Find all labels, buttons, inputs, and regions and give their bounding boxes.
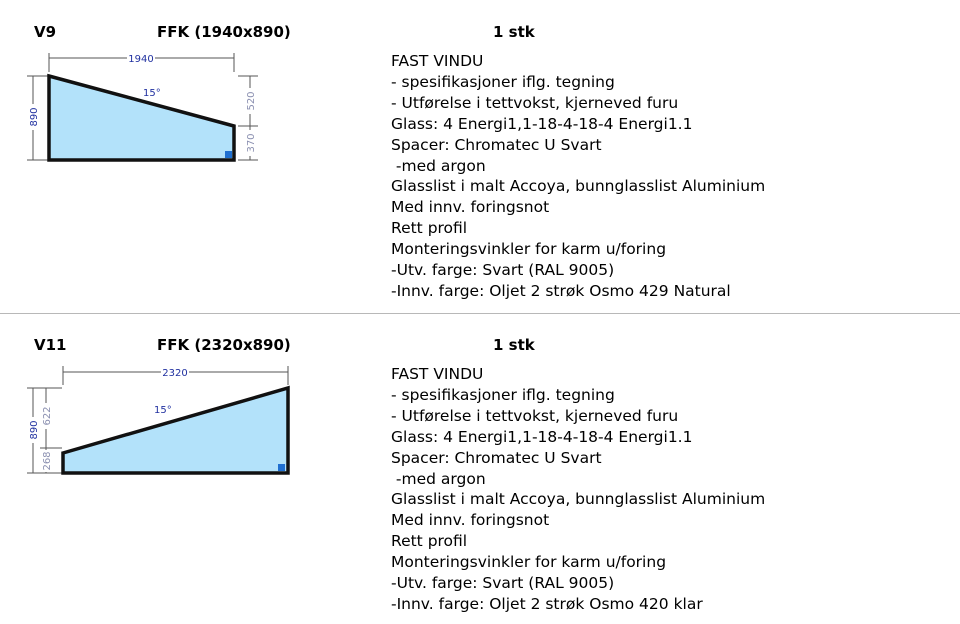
specification-list <box>391 51 765 302</box>
spec-line: -Innv. farge: Oljet 2 strøk Osmo 429 Natural <box>391 281 731 300</box>
spec-line: - spesifikasjoner iflg. tegning <box>391 385 615 404</box>
left-top-dimension: 622 <box>42 406 53 426</box>
spec-line: Med innv. foringsnot <box>391 511 550 530</box>
spec-line: - Utførelse i tettvokst, kjerneved furu <box>391 93 679 112</box>
position-id: V11 <box>34 336 67 354</box>
spec-line: Glasslist i malt Accoya, bunnglasslist Aluminium <box>391 490 766 509</box>
width-dimension: 2320 <box>162 368 188 379</box>
spec-line: FAST VINDU <box>391 52 484 70</box>
window-type: FFK (2320x890) <box>157 336 291 354</box>
height-dimension: 890 <box>29 420 40 440</box>
spec-line: - spesifikasjoner iflg. tegning <box>391 72 615 91</box>
left-bottom-dimension: 268 <box>42 451 53 471</box>
window-drawing-v9 <box>0 0 300 180</box>
window-type: FFK (1940x890) <box>157 23 291 41</box>
specification-list <box>391 364 765 615</box>
spec-line: FAST VINDU <box>391 365 484 383</box>
spec-line: - Utførelse i tettvokst, kjerneved furu <box>391 406 679 425</box>
spec-line: Rett profil <box>391 532 468 551</box>
spec-line: Med innv. foringsnot <box>391 198 550 217</box>
glass-pane <box>63 388 288 473</box>
spec-line: -Innv. farge: Oljet 2 strøk Osmo 420 klar <box>391 594 703 613</box>
slope-angle: 15° <box>154 405 172 416</box>
corner-marker <box>278 464 285 471</box>
spec-line: Monteringsvinkler for karm u/foring <box>391 553 667 572</box>
right-top-dimension: 520 <box>246 91 257 111</box>
window-drawing-v11 <box>0 313 320 493</box>
spec-line: -med argon <box>391 469 486 488</box>
position-id: V9 <box>34 23 57 41</box>
quantity: 1 stk <box>493 23 535 41</box>
spec-line: Rett profil <box>391 219 468 238</box>
window-section-v11 <box>0 313 960 624</box>
spec-line: Spacer: Chromatec U Svart <box>391 448 602 467</box>
right-bottom-dimension: 370 <box>246 133 257 153</box>
slope-angle: 15° <box>143 88 161 99</box>
glass-pane <box>49 76 234 160</box>
spec-line: Spacer: Chromatec U Svart <box>391 135 602 154</box>
quantity: 1 stk <box>493 336 535 354</box>
spec-line: Glass: 4 Energi1,1-18-4-18-4 Energi1.1 <box>391 427 693 446</box>
width-dimension: 1940 <box>128 54 154 65</box>
spec-line: Monteringsvinkler for karm u/foring <box>391 240 667 259</box>
spec-line: Glass: 4 Energi1,1-18-4-18-4 Energi1.1 <box>391 114 693 133</box>
height-dimension: 890 <box>29 107 40 127</box>
spec-line: Glasslist i malt Accoya, bunnglasslist Aluminium <box>391 177 766 196</box>
spec-line: -med argon <box>391 156 486 175</box>
corner-marker <box>225 151 232 158</box>
spec-line: -Utv. farge: Svart (RAL 9005) <box>391 574 615 593</box>
spec-line: -Utv. farge: Svart (RAL 9005) <box>391 261 615 280</box>
